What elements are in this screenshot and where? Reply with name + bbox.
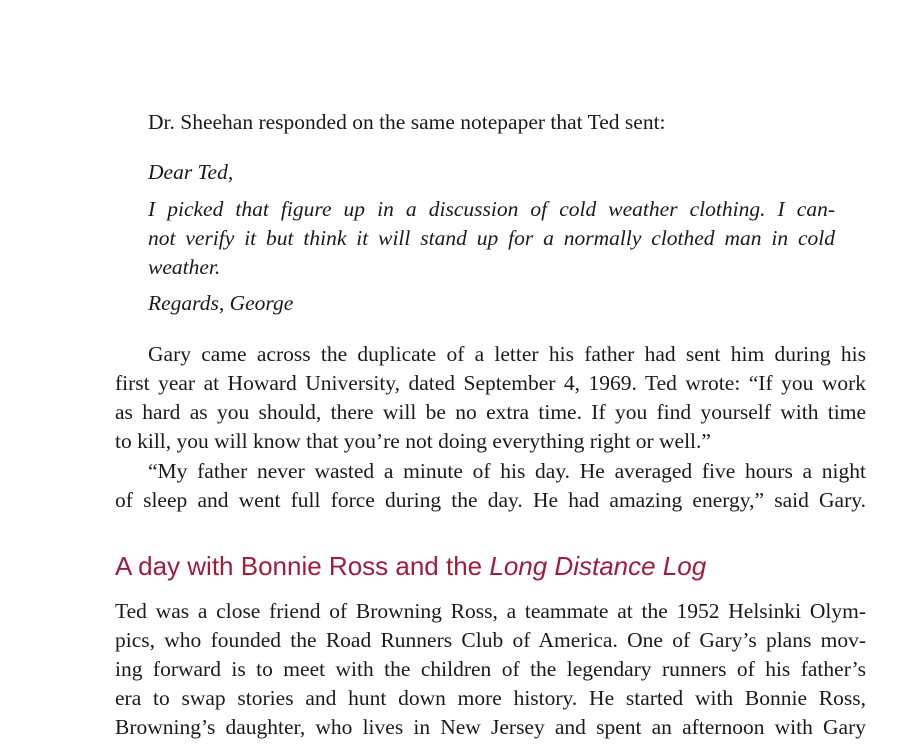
- paragraph-line: Ted was a close friend of Browning Ross, a teammate at the 1952 Helsinki Olym-: [115, 599, 866, 623]
- paragraph-line: Browning’s daughter, who lives in New Jersey and spent an afternoon with Gary: [115, 715, 866, 739]
- paragraph-line: of sleep and went full force during the day. He had amazing energy,” said Gary.: [115, 488, 866, 512]
- paragraph-line: pics, who founded the Road Runners Club of America. One of Gary’s plans mov-: [115, 628, 866, 652]
- paragraph-line: era to swap stories and hunt down more history. He started with Bonnie Ross,: [115, 686, 866, 710]
- paragraph-line: to kill, you will know that you’re not doing everything right or well.”: [115, 429, 711, 453]
- paragraph-line: first year at Howard University, dated September 4, 1969. Ted wrote: “If you work: [115, 371, 866, 395]
- letter-closing: Regards, George: [148, 291, 294, 315]
- section-heading: [115, 549, 706, 583]
- paragraph-line: as hard as you should, there will be no extra time. If you find yourself with time: [115, 400, 866, 424]
- section-heading-text: A day with Bonnie Ross and the: [115, 551, 490, 581]
- paragraph-line: ing forward is to meet with the children of the legendary runners of his father’s: [115, 657, 866, 681]
- paragraph-line: “My father never wasted a minute of his day. He averaged five hours a night: [148, 459, 866, 483]
- section-heading-italic: Long Distance Log: [489, 551, 707, 581]
- letter-body-line: not verify it but think it will stand up for a normally clothed man in cold: [148, 226, 835, 250]
- letter-body-line: weather.: [148, 255, 221, 279]
- letter-body-line: I picked that figure up in a discussion of cold weather clothing. I can-: [148, 197, 835, 221]
- intro-sentence: Dr. Sheehan responded on the same notepaper that Ted sent:: [148, 110, 666, 134]
- paragraph-line: Gary came across the duplicate of a letter his father had sent him during his: [148, 342, 866, 366]
- letter-salutation: Dear Ted,: [148, 160, 234, 184]
